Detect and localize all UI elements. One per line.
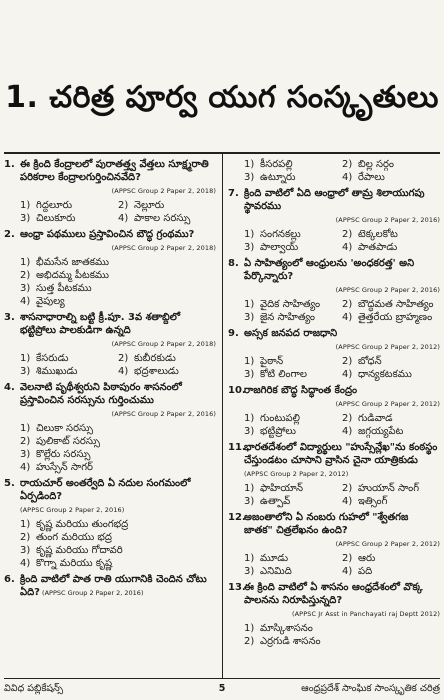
question-source: (APPSC Group 2 Paper 2, 2012) (335, 400, 440, 408)
options-row (20, 557, 216, 570)
option-text: బిల్ల సర్గం (358, 159, 394, 170)
option-text: హుయాన్ సాంగ్ (358, 483, 420, 494)
option-text: భీమసేన జాతకము (36, 257, 110, 268)
question-number: 4. (4, 382, 15, 393)
option-label: 2) (342, 299, 353, 310)
question-source: (APPSC Group 2 Paper 2, 2012) (335, 343, 440, 351)
question-number: 5. (4, 478, 15, 489)
option-text: గుడివాడ (358, 413, 393, 424)
option-label: 1) (20, 519, 31, 530)
option-text: బౌద్ధమత సాహిత్యం (358, 299, 434, 310)
options-list (4, 518, 216, 570)
options-row (20, 199, 216, 212)
option-label: 2) (244, 636, 255, 647)
question-item (228, 511, 440, 578)
options-list (4, 256, 216, 308)
option (20, 199, 118, 212)
question-number: 8. (228, 258, 239, 269)
option-text: శిముఖుడు (36, 366, 78, 377)
option-text: భద్రశాలుడు (134, 366, 179, 377)
question-source: (APPSC Group 2 Paper 2, 2016) (39, 589, 144, 597)
option (244, 622, 440, 635)
option (244, 171, 342, 184)
question-text: క్రింది వాటిలో పాత రాతి యుగానికి చెందిన చోటు ఏది? (APPSC Group 2 Paper 2, 2016) (20, 574, 207, 598)
option-text: పాతపాడు (358, 242, 398, 253)
options-row (20, 518, 216, 531)
options-row (244, 228, 440, 241)
question-item (228, 384, 440, 438)
question-text: రాజగిరిక బౌద్ధ సిద్ధాంత కేంద్రం (244, 385, 358, 396)
question-number: 3. (4, 312, 15, 323)
option-label: 1) (20, 353, 31, 364)
option-label: 1) (244, 229, 255, 240)
question-source: (APPSC Group 2 Paper 2, 2016) (335, 286, 440, 294)
publisher-name: వివిధ పబ్లికేషన్స్ (4, 683, 64, 694)
options-list (228, 158, 440, 184)
question-text: వెలనాటి పృథీశ్వరుని పిఠాపురం శాసనంలో ప్రస్తావించిన సరస్సును గుర్తించుము (20, 382, 182, 406)
option (244, 552, 342, 565)
option-text: కృష్ణ మరియు గోదావరి (36, 545, 123, 556)
option-label: 3) (20, 283, 31, 294)
option-label: 3) (20, 366, 31, 377)
options-list (228, 298, 440, 324)
option-label: 2) (342, 483, 353, 494)
bottom-rule (4, 678, 440, 679)
options-row (20, 531, 216, 544)
option-label: 2) (118, 353, 129, 364)
option (20, 212, 118, 225)
question-text: ఆంధ్రా పథములు ప్రస్తావించిన బౌద్ధ గ్రంథము? (20, 229, 195, 240)
option-text: గిద్దలూరు (36, 200, 73, 211)
option-text: రేపాలు (358, 172, 385, 183)
question-source: (APPSC Group 2 Paper 2, 2018) (111, 244, 216, 252)
option-label: 4) (342, 426, 353, 437)
options-row (20, 269, 216, 282)
option (20, 269, 216, 282)
option-label: 4) (342, 312, 353, 323)
option (244, 412, 342, 425)
question-line (4, 573, 216, 600)
options-row (244, 482, 440, 495)
option-text: టెక్కలకోట (358, 229, 398, 240)
option-label: 1) (244, 356, 255, 367)
option-text: ఉత్పావ్ (260, 496, 291, 507)
option (244, 565, 342, 578)
option-label: 3) (20, 213, 31, 224)
option (244, 241, 342, 254)
question-item (4, 158, 216, 225)
option-label: 4) (20, 558, 31, 569)
options-row (244, 635, 440, 648)
option-text: హుస్సేన్ సాగర్ (36, 462, 93, 473)
options-row (20, 365, 216, 378)
question-item (4, 477, 216, 570)
question-line (228, 327, 440, 340)
option-text: ధాన్యకటకము (358, 369, 412, 380)
question-number: 10. (228, 385, 246, 396)
question-line (228, 257, 440, 283)
option-label: 3) (244, 369, 255, 380)
question-text: ఈ క్రింది కేంద్రాలలో పురాతత్త్వ వేత్తలు సూక్ష్మరాతి పరికరాల కేంద్రాలగుర్తించినవేది? (20, 159, 209, 183)
question-text: ఈ క్రింది వాటిలో ఏ శాసనం ఆంధ్రదేశంలో వొక్క పాలనను నిరూపిస్తున్నది? (244, 582, 423, 606)
option-label: 4) (118, 366, 129, 377)
option-text: పైఠాన్ (260, 356, 284, 367)
option-text: వైదిక సాహిత్యం (260, 299, 321, 310)
option (244, 482, 342, 495)
option (20, 435, 216, 448)
option (20, 461, 216, 474)
option-label: 3) (244, 312, 255, 323)
option-text: కొల్లేరు సరస్సు (36, 449, 91, 460)
option-label: 2) (20, 436, 31, 447)
options-row (20, 212, 216, 225)
options-list (4, 352, 216, 378)
question-item (228, 581, 440, 648)
options-list (4, 422, 216, 474)
option-label: 3) (244, 496, 255, 507)
option-text: ఎనిమిది (260, 566, 292, 577)
option-text: పది (358, 566, 373, 577)
options-row (20, 448, 216, 461)
option (244, 355, 342, 368)
question-item (228, 441, 440, 508)
options-row (20, 461, 216, 474)
option-text: పాల్వాయ్ (260, 242, 299, 253)
option (342, 228, 440, 241)
question-source: (APPSC Group 2 Paper 2, 2016) (335, 216, 440, 224)
question-number: 6. (4, 574, 15, 585)
question-source: (APPSC Group 2 Paper 2, 2012) (244, 470, 349, 478)
options-row (20, 295, 216, 308)
option-label: 3) (244, 242, 255, 253)
option (20, 365, 118, 378)
option-text: తుంగ మరియు భద్ర (36, 532, 112, 543)
option-text: పులికాట్ సరస్సు (36, 436, 100, 447)
options-row (244, 158, 440, 171)
option-label: 1) (244, 159, 255, 170)
question-number: 7. (228, 188, 239, 199)
options-list (228, 228, 440, 254)
option (20, 422, 216, 435)
option (342, 368, 440, 381)
option-text: కోటి లింగాల (260, 369, 307, 380)
option-text: జైన సాహిత్యం (260, 312, 315, 323)
option-label: 1) (244, 623, 255, 634)
options-row (244, 241, 440, 254)
option-text: సంగనకల్లు (260, 229, 301, 240)
option-text: ఎర్రగుడి శాసనం (260, 636, 321, 647)
question-line (4, 158, 216, 184)
question-number: 9. (228, 328, 239, 339)
option (244, 158, 342, 171)
options-row (20, 352, 216, 365)
question-text: రాయచూర్ అంతర్వేది ఏ నదుల సంగమంలో ఏర్పడింది? (20, 478, 191, 502)
option-label: 2) (342, 413, 353, 424)
right-column (228, 158, 440, 676)
book-title: ఆంధ్రప్రదేశ్ సాంఘిక సాంస్కృతిక చరిత్ర (301, 683, 440, 694)
option-label: 2) (118, 200, 129, 211)
option (342, 565, 440, 578)
option-text: కృష్ణ మరియు తుంగభద్ర (36, 519, 129, 530)
question-item (4, 573, 216, 600)
question-item (228, 257, 440, 324)
question-text: ఏ సాహిత్యంలో ఆంధ్రులను 'అంధకరత్త' అని పేర్కొన్నారు? (244, 258, 415, 282)
option-label: 4) (20, 296, 31, 307)
question-line (228, 511, 440, 537)
option (244, 368, 342, 381)
option (342, 425, 440, 438)
option-label: 1) (244, 413, 255, 424)
question-line (228, 441, 440, 467)
options-row (244, 622, 440, 635)
option (342, 495, 440, 508)
question-line (4, 477, 216, 503)
option-label: 2) (342, 356, 353, 367)
question-item (4, 381, 216, 474)
option (244, 311, 342, 324)
question-source: (APPSC Group 2 Paper 2, 2016) (20, 506, 125, 514)
option (244, 425, 342, 438)
option-label: 2) (342, 229, 353, 240)
page-number: 5 (218, 683, 226, 694)
question-line (4, 381, 216, 407)
question-number: 13. (228, 582, 246, 593)
option-text: ఉట్నూరు (260, 172, 296, 183)
question-number: 12. (228, 512, 246, 523)
question-text: క్రింది వాటిలో ఏది ఆంధ్రాలో తామ్ర శిలాయుగపు స్థావరము (244, 188, 425, 212)
options-row (244, 425, 440, 438)
option-label: 4) (342, 242, 353, 253)
option (20, 544, 216, 557)
option (20, 448, 216, 461)
question-source: (APPSC Group 2 Paper 2, 2016) (111, 410, 216, 418)
option (244, 495, 342, 508)
column-divider (222, 152, 223, 678)
option-text: జగ్గయ్యపేట (358, 426, 404, 437)
option-label: 2) (20, 270, 31, 281)
options-row (244, 565, 440, 578)
option (118, 199, 216, 212)
options-row (20, 435, 216, 448)
option-text: చిలుకా సరస్సు (36, 423, 94, 434)
option (342, 482, 440, 495)
question-line (228, 581, 440, 607)
option-label: 3) (20, 545, 31, 556)
options-row (244, 355, 440, 368)
option-label: 1) (244, 299, 255, 310)
option-label: 4) (342, 172, 353, 183)
question-item (228, 158, 440, 184)
options-row (244, 412, 440, 425)
option (20, 256, 216, 269)
left-column (4, 158, 216, 676)
question-text: శాసనాధారాల్ని బట్టి క్రీ.పూ. 3వ శతాబ్దిలో భట్టిప్రోలు పాలకుడిగా ఉన్నది (20, 312, 181, 336)
options-list (228, 412, 440, 438)
options-row (244, 311, 440, 324)
question-number: 2. (4, 229, 15, 240)
option-label: 1) (20, 423, 31, 434)
question-line (4, 311, 216, 337)
option (342, 355, 440, 368)
question-text: అస్సక జనపద రాజధాని (244, 328, 338, 339)
question-item (4, 311, 216, 378)
question-text: అజంతాలోని ఏ నంబరు గుహలో "శ్వేతగజ జాతక" చిత్రలేఖనం ఉంది? (244, 512, 409, 536)
option-label: 4) (342, 369, 353, 380)
option-text: చిలుకూరు (36, 213, 76, 224)
option (342, 171, 440, 184)
options-list (228, 622, 440, 648)
option (244, 635, 440, 648)
footer (4, 681, 440, 697)
options-list (228, 552, 440, 578)
options-row (20, 282, 216, 295)
option (244, 228, 342, 241)
option-text: భట్టిప్రోలు (260, 426, 296, 437)
options-row (244, 171, 440, 184)
options-row (244, 368, 440, 381)
option-text: ఆరు (358, 553, 376, 564)
option (342, 311, 440, 324)
option (342, 412, 440, 425)
option (20, 531, 216, 544)
option-text: పాకాల సరస్సు (134, 213, 191, 224)
options-list (228, 482, 440, 508)
option-label: 2) (20, 532, 31, 543)
option (118, 365, 216, 378)
option-label: 1) (244, 483, 255, 494)
option-label: 1) (244, 553, 255, 564)
option-text: మాస్కిశాసనం (260, 623, 313, 634)
page-title: 1. చరిత్ర పూర్వ యుగ సంస్కృతులు (5, 80, 439, 115)
option (342, 158, 440, 171)
option-label: 4) (342, 566, 353, 577)
question-source: (APPSC Group 2 Paper 2, 2018) (111, 340, 216, 348)
option-label: 3) (244, 172, 255, 183)
options-row (244, 298, 440, 311)
question-item (228, 327, 440, 381)
question-source: (APPSC Group 2 Paper 2, 2012) (335, 540, 440, 548)
question-line (228, 187, 440, 213)
option (342, 552, 440, 565)
option-label: 3) (244, 426, 255, 437)
option-text: బోధన్ (358, 356, 382, 367)
option (20, 282, 216, 295)
question-item (228, 187, 440, 254)
option-label: 4) (118, 213, 129, 224)
question-line (4, 228, 216, 241)
option-text: కొగ్నా మరియు కృష్ణ (36, 558, 113, 569)
option (20, 518, 216, 531)
option (118, 212, 216, 225)
question-source: (APPSC Jr Asst in Panchayati raj Deptt 2012) (292, 610, 440, 618)
options-row (244, 552, 440, 565)
options-row (20, 256, 216, 269)
options-row (20, 422, 216, 435)
option-text: ఇత్సింగ్ (358, 496, 388, 507)
question-source: (APPSC Group 2 Paper 2, 2018) (111, 187, 216, 195)
options-list (228, 355, 440, 381)
option-text: సుత్త పీటకము (36, 283, 92, 294)
option-label: 1) (20, 257, 31, 268)
option-text: ఫాహియాన్ (260, 483, 304, 494)
options-row (20, 544, 216, 557)
option-text: గుంటుపల్లి (260, 413, 300, 424)
option (20, 295, 216, 308)
options-row (244, 495, 440, 508)
option-text: కీసరపల్లి (260, 159, 293, 170)
question-number: 11. (228, 442, 246, 453)
option-label: 3) (20, 449, 31, 460)
option (244, 298, 342, 311)
option (20, 352, 118, 365)
option-text: వైపుల్య (36, 296, 65, 307)
option-text: మూడు (260, 553, 289, 564)
option-label: 2) (342, 159, 353, 170)
option-label: 4) (342, 496, 353, 507)
option (118, 352, 216, 365)
question-line (228, 384, 440, 397)
option-label: 2) (342, 553, 353, 564)
option-text: నెల్లూరు (134, 200, 165, 211)
option (342, 298, 440, 311)
option-label: 1) (20, 200, 31, 211)
question-number: 1. (4, 159, 15, 170)
option-text: తైత్తరేయ బ్రాహ్మణం (358, 312, 433, 323)
option-label: 3) (244, 566, 255, 577)
option-text: అభిదమ్మ పీటకము (36, 270, 109, 281)
option (342, 241, 440, 254)
option (20, 557, 216, 570)
option-text: కుబీరకుడు (134, 353, 176, 364)
option-text: కేసరుడు (36, 353, 69, 364)
question-item (4, 228, 216, 308)
question-text: భారతదేశంలో విద్యార్థులు "హుస్సేన్లేఖ"ను కంఠస్థం చేస్తుండటం చూసాని వ్రాసిన చైనా యాత్రికుడు (244, 442, 438, 466)
options-list (4, 199, 216, 225)
option-label: 4) (20, 462, 31, 473)
